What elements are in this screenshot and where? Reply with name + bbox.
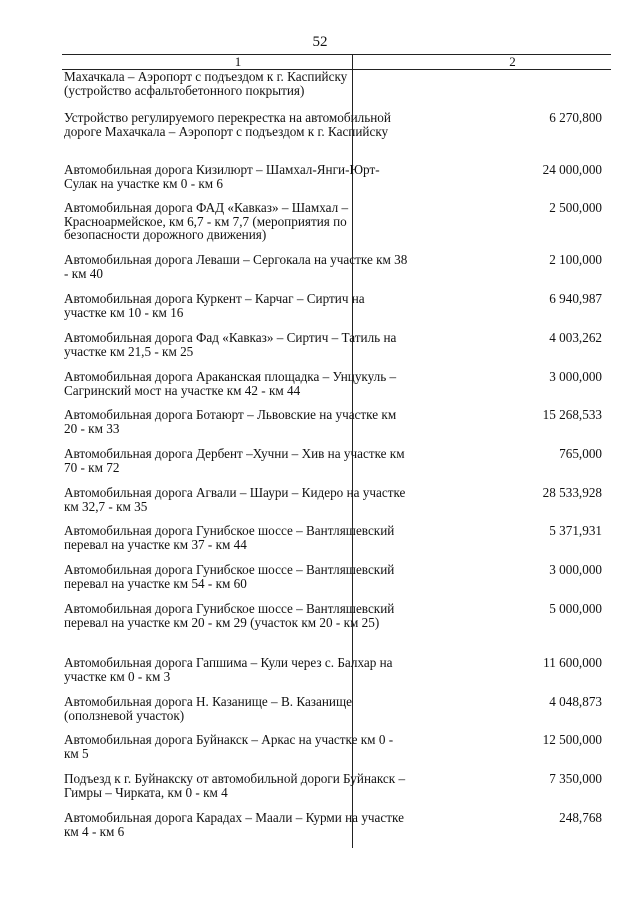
amount-value: 4 003,262: [549, 330, 602, 345]
road-description: Устройство регулируемого перекрестка на автомобильной дороге Махачкала – Аэропорт с подъездом к г. Каспийску: [64, 110, 391, 139]
road-description: Автомобильная дорога ФАД «Кавказ» – Шамхал – Красноармейское, км 6,7 - км 7,7 (мероприятия по безопасности дорожного движения): [64, 200, 349, 243]
budget-table: [62, 54, 611, 70]
road-description: Автомобильная дорога Араканская площадка – Унцукуль – Сагринский мост на участке км 42 - км 44: [64, 369, 397, 398]
road-description: Автомобильная дорога Гунибское шоссе – Вантляшевский перевал на участке км 54 - км 60: [64, 562, 395, 591]
amount-value: 765,000: [559, 446, 602, 461]
amount-value: 4 048,873: [549, 694, 602, 709]
amount-value: 7 350,000: [549, 771, 602, 786]
road-description: Автомобильная дорога Гунибское шоссе – Вантляшевский перевал на участке км 37 - км 44: [64, 523, 395, 552]
amount-value: 3 000,000: [549, 562, 602, 577]
road-description: Махачкала – Аэропорт с подъездом к г. Каспийску (устройство асфальтобетонного покрытия): [64, 69, 348, 98]
road-description: Автомобильная дорога Куркент – Карчаг – Сиртич на участке км 10 - км 16: [64, 291, 365, 320]
amount-value: 2 500,000: [549, 200, 602, 215]
amount-value: 5 000,000: [549, 601, 602, 616]
amount-value: 248,768: [559, 810, 602, 825]
road-description: Подъезд к г. Буйнакску от автомобильной дороги Буйнакск – Гимры – Чирката, км 0 - км 4: [64, 771, 406, 800]
road-description: Автомобильная дорога Дербент –Хучни – Хив на участке км 70 - км 72: [64, 446, 405, 475]
road-description: Автомобильная дорога Карадах – Маали – Курми на участке км 4 - км 6: [64, 810, 404, 839]
road-description: Автомобильная дорога Н. Казанище – В. Казанище (оползневой участок): [64, 694, 352, 723]
road-description: Автомобильная дорога Кизилюрт – Шамхал-Янги-Юрт-Сулак на участке км 0 - км 6: [64, 162, 380, 191]
road-description: Автомобильная дорога Агвали – Шаури – Кидеро на участке км 32,7 - км 35: [64, 485, 406, 514]
road-description: Автомобильная дорога Фад «Кавказ» – Сиртич – Татиль на участке км 21,5 - км 25: [64, 330, 397, 359]
amount-value: 3 000,000: [549, 369, 602, 384]
amount-value: 28 533,928: [542, 485, 602, 500]
road-description: Автомобильная дорога Гапшима – Кули через с. Балхар на участке км 0 - км 3: [64, 655, 393, 684]
road-description: Автомобильная дорога Ботаюрт – Львовские на участке км 20 - км 33: [64, 407, 397, 436]
road-description: Автомобильная дорога Буйнакск – Аркас на участке км 0 - км 5: [64, 732, 394, 761]
column-header-2: 2: [509, 54, 516, 69]
page-number: 52: [312, 34, 328, 50]
amount-value: 5 371,931: [549, 523, 602, 538]
amount-value: 6 270,800: [549, 110, 602, 125]
amount-value: 15 268,533: [542, 407, 602, 422]
amount-value: 11 600,000: [543, 655, 602, 670]
road-description: Автомобильная дорога Леваши – Сергокала на участке км 38 - км 40: [64, 252, 408, 281]
amount-value: 6 940,987: [549, 291, 602, 306]
amount-value: 24 000,000: [542, 162, 602, 177]
road-description: Автомобильная дорога Гунибское шоссе – Вантляшевский перевал на участке км 20 - км 29 (участок км 20 - км 25): [64, 601, 395, 630]
amount-value: 2 100,000: [549, 252, 602, 267]
column-header-1: 1: [234, 54, 242, 69]
table-header: [62, 54, 611, 70]
amount-value: 12 500,000: [542, 732, 602, 747]
